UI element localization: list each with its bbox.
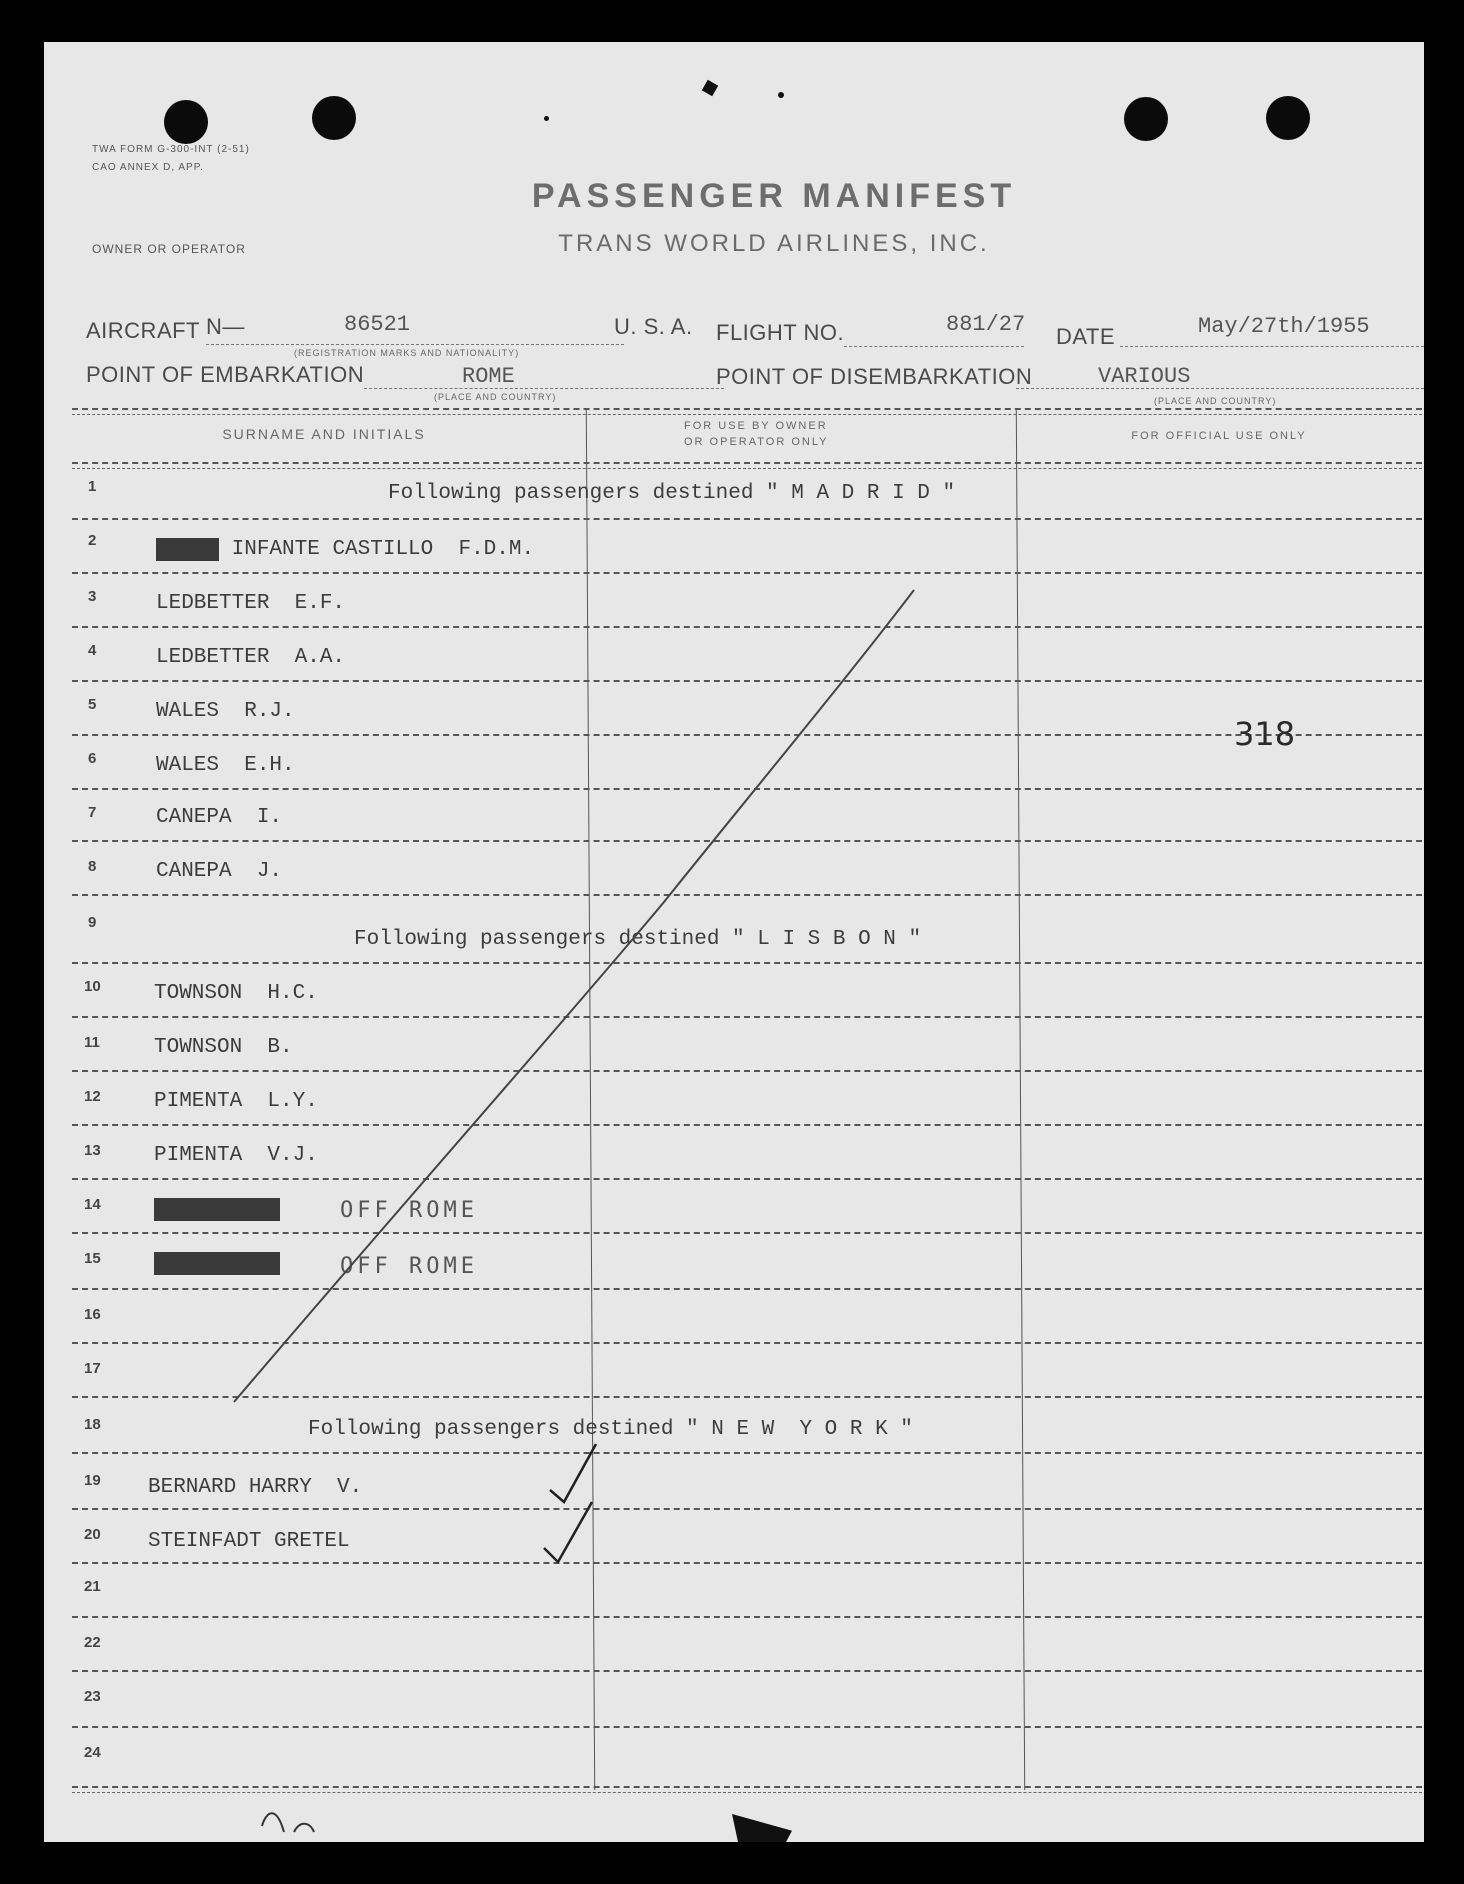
passenger-name: PIMENTA L.Y.	[154, 1090, 318, 1113]
row-number: 19	[84, 1472, 101, 1489]
aircraft-prefix: N—	[206, 314, 245, 339]
form-number: TWA FORM G-300-INT (2-51)	[92, 144, 250, 155]
passenger-name: WALES R.J.	[156, 700, 295, 723]
passenger-name: TOWNSON H.C.	[154, 982, 318, 1005]
row-number: 15	[84, 1250, 101, 1267]
passenger-name: PIMENTA V.J.	[154, 1144, 318, 1167]
passenger-name: CANEPA J.	[156, 860, 283, 883]
owner-operator-label: OWNER OR OPERATOR	[92, 242, 246, 256]
row-number: 10	[84, 978, 101, 995]
disembarkation-label: POINT OF DISEMBARKATION	[716, 364, 1033, 389]
row-number: 8	[88, 858, 97, 875]
row-number: 18	[84, 1416, 101, 1433]
pen-strokes	[44, 42, 1424, 1842]
row-number: 16	[84, 1306, 101, 1323]
passenger-name: STEINFADT GRETEL	[148, 1530, 350, 1553]
aircraft-registration: 86521	[344, 312, 411, 337]
column-owner-use-1: FOR USE BY OWNER	[684, 420, 828, 432]
form-annex: CAO ANNEX D, APP.	[92, 162, 204, 173]
checkmark-icon	[550, 1444, 596, 1502]
destination-heading: Following passengers destined " M A D R I D "	[388, 482, 956, 505]
column-owner-use-2: OR OPERATOR ONLY	[684, 436, 829, 448]
row-number: 4	[88, 642, 97, 659]
row-number: 23	[84, 1688, 101, 1705]
manifest-page	[44, 42, 1424, 1842]
row-number: 6	[88, 750, 97, 767]
row-number: 11	[84, 1034, 100, 1051]
nationality: U. S. A.	[614, 314, 693, 339]
passenger-name: LEDBETTER A.A.	[156, 646, 346, 669]
column-surname: SURNAME AND INITIALS	[222, 426, 426, 442]
date-label: DATE	[1056, 324, 1116, 349]
row-number: 9	[88, 914, 97, 931]
embarkation-label: POINT OF EMBARKATION	[86, 362, 365, 387]
flight-label: FLIGHT NO.	[716, 320, 845, 345]
passenger-name: WALES E.H.	[156, 754, 295, 777]
aircraft-label: AIRCRAFT	[86, 318, 200, 343]
bottom-scribble	[262, 1813, 314, 1832]
row-number: 17	[84, 1360, 101, 1377]
destination-heading: Following passengers destined " L I S B O N "	[354, 928, 922, 951]
date-value: May/27th/1955	[1198, 314, 1370, 339]
official-use-number: 318	[1234, 715, 1296, 753]
flight-number: 881/27	[946, 312, 1026, 337]
column-official: FOR OFFICIAL USE ONLY	[1131, 430, 1307, 442]
row-number: 12	[84, 1088, 101, 1105]
row-number: 21	[84, 1578, 101, 1595]
row-number: 22	[84, 1634, 101, 1651]
destination-heading: Following passengers destined " N E W Y O R K "	[308, 1418, 913, 1441]
row-number: 14	[84, 1196, 101, 1213]
disembarkation-value: VARIOUS	[1098, 364, 1191, 389]
manifest-title: PASSENGER MANIFEST	[531, 177, 1017, 215]
row-number: 13	[84, 1142, 101, 1159]
embarkation-value: ROME	[462, 364, 515, 389]
row-number: 20	[84, 1526, 101, 1543]
row-number: 2	[88, 532, 97, 549]
passenger-name-text: INFANTE CASTILLO F.D.M.	[231, 538, 535, 561]
disembarkation-caption: (PLACE AND COUNTRY)	[1154, 396, 1277, 406]
row-number: 1	[88, 478, 97, 495]
handwritten-note: OFF ROME	[340, 1198, 478, 1223]
passenger-name: LEDBETTER E.F.	[156, 592, 346, 615]
row-number: 7	[88, 804, 97, 821]
diagonal-pen-line	[234, 590, 914, 1402]
passenger-name: CANEPA I.	[156, 806, 283, 829]
airline-name: TRANS WORLD AIRLINES, INC.	[558, 230, 990, 257]
passenger-name: BERNARD HARRY V.	[148, 1476, 363, 1499]
row-number: 3	[88, 588, 97, 605]
handwritten-note: OFF ROME	[340, 1254, 478, 1279]
checkmark-icon	[544, 1502, 592, 1562]
embarkation-caption: (PLACE AND COUNTRY)	[434, 392, 557, 402]
passenger-name: TOWNSON B.	[154, 1036, 293, 1059]
registration-caption: (REGISTRATION MARKS AND NATIONALITY)	[294, 348, 520, 358]
row-number: 5	[88, 696, 97, 713]
row-number: 24	[84, 1744, 101, 1761]
